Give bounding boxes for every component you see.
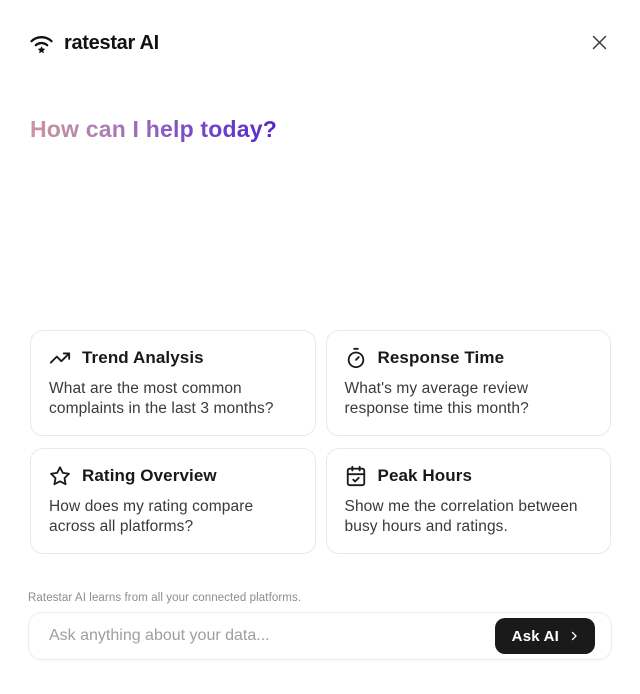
calendar-check-icon [345,465,367,487]
card-title: Rating Overview [82,466,217,486]
card-title: Peak Hours [377,466,473,486]
suggestion-cards [30,330,611,554]
card-description: What are the most common complaints in the last 3 months? [49,380,274,417]
ask-input[interactable] [49,627,495,645]
card-head [345,347,593,369]
ask-bar [28,612,612,660]
card-description: How does my rating compare across all platforms? [49,498,254,535]
wifi-star-icon [28,30,55,56]
page-title: How can I help today? [30,116,278,142]
trending-up-icon [49,347,71,369]
card-title: Response Time [377,348,505,367]
timer-icon [345,347,367,369]
card-head [49,465,297,487]
close-icon[interactable] [589,32,610,53]
footer-caption: Ratestar AI learns from all your connected platforms. [28,592,302,605]
suggestion-card-rating-overview[interactable] [30,448,316,554]
chevron-right-icon [568,630,580,642]
card-description: What's my average review response time this month? [344,380,529,417]
suggestion-card-peak-hours[interactable] [326,448,612,554]
suggestion-card-trend-analysis[interactable] [30,330,316,436]
suggestion-card-response-time[interactable] [326,330,612,436]
card-title: Trend Analysis [82,348,204,367]
card-head [49,347,297,369]
header [0,0,640,56]
ask-ai-button-label: Ask AI [511,627,559,645]
brand [28,30,159,56]
brand-name: ratestar AI [64,31,159,54]
card-head [345,465,593,487]
ask-ai-button[interactable] [495,618,595,654]
card-description: Show me the correlation between busy hours and ratings. [344,498,578,535]
star-icon [49,465,71,487]
